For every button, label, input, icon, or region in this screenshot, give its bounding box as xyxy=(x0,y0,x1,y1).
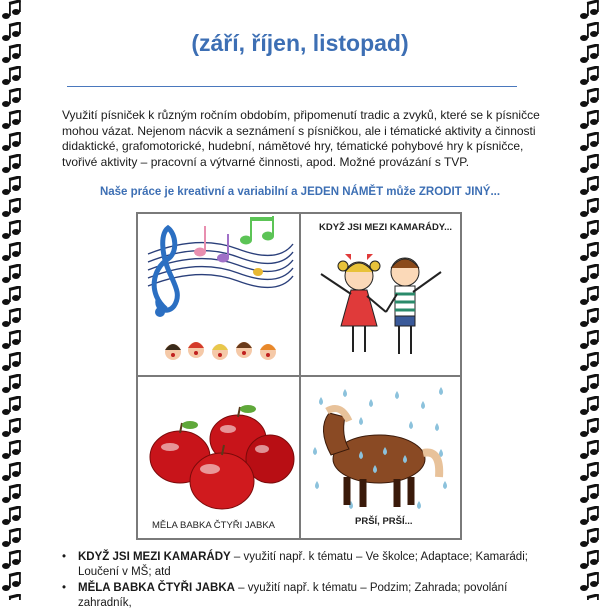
note-border-icon xyxy=(0,0,22,600)
heading-divider xyxy=(67,86,517,87)
friends-illustration xyxy=(301,214,460,375)
list-item-text: – využití např. k tématu – Ve školce; Adaptace; Kamarádi; Loučení v MŠ; atd xyxy=(78,551,528,578)
list-item-text: – využití např. k tématu – Podzim; Zahrada; povolání zahradník, xyxy=(78,582,508,609)
image-grid xyxy=(136,212,462,540)
left-note-border xyxy=(0,0,22,600)
friends-panel xyxy=(301,214,460,375)
friends-caption: KDYŽ JSI MEZI KAMARÁDY... xyxy=(319,222,453,233)
note-border-icon xyxy=(578,0,600,600)
song-list xyxy=(60,550,560,612)
apples-caption: MĚLA BABKA ČTYŘI JABKA xyxy=(152,520,276,531)
list-item xyxy=(60,581,560,610)
apples-illustration xyxy=(138,377,299,538)
page-heading: (září, říjen, listopad) xyxy=(191,30,409,56)
music-panel xyxy=(138,214,299,375)
list-item-title: MĚLA BABKA ČTYŘI JABKA xyxy=(78,582,235,594)
rain-panel xyxy=(301,377,460,538)
right-note-border xyxy=(578,0,600,600)
horse-rain-illustration xyxy=(301,377,460,538)
apples-panel xyxy=(138,377,299,538)
list-item-title: KDYŽ JSI MEZI KAMARÁDY xyxy=(78,551,231,563)
list-item xyxy=(60,550,560,579)
emphasis-line: Naše práce je kreativní a variabilní a JEDEN NÁMĚT může ZRODIT JINÝ... xyxy=(99,186,501,198)
intro-paragraph: Využití písniček k různým ročním obdobím, připomenutí tradic a zvyků, které se k písničce mohou vázat. Nejenom nácvik a seznámení s písničkou, ale i tématické aktivity a činnosti didaktické, grafomotorické, hudební, námětové hry, tématické pohybové hry k písničce, tvořivé aktivity – pracovní a výtvarné činnosti, apod. Možné provázání s TVP. xyxy=(62,108,540,169)
rain-caption: PRŠÍ, PRŠÍ... xyxy=(355,516,413,527)
music-notes-illustration xyxy=(138,214,299,375)
